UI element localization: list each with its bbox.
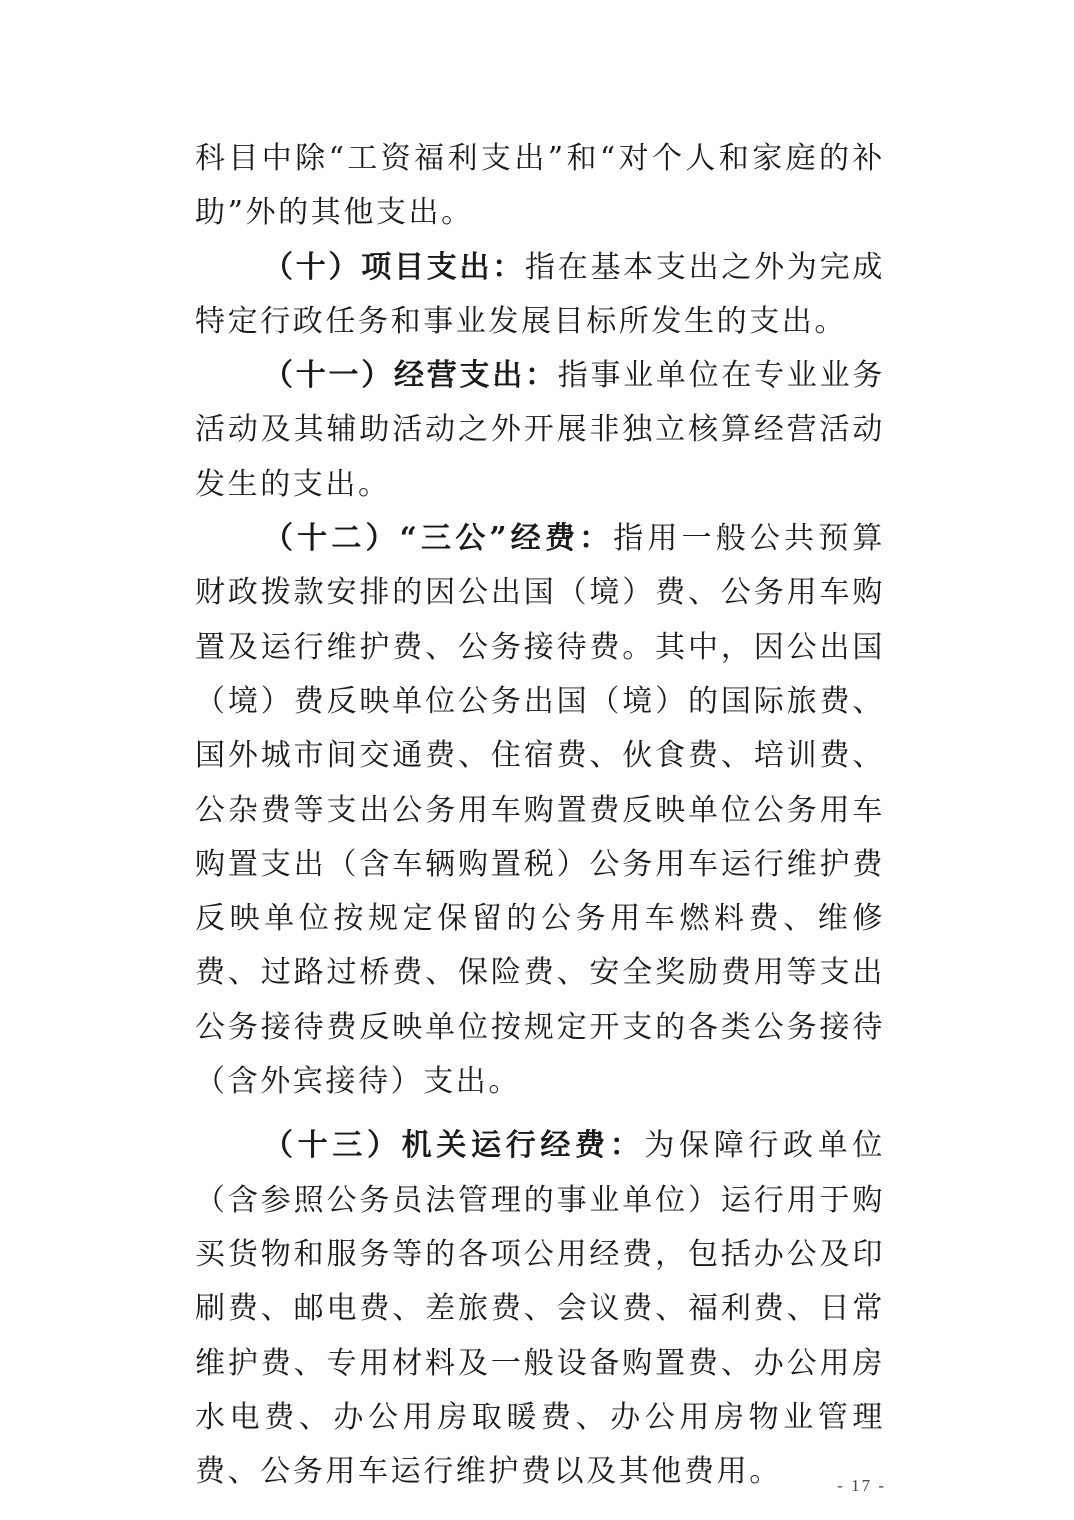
term-heading: （十）项目支出： bbox=[263, 249, 525, 285]
paragraph-three-public-expenses bbox=[195, 512, 885, 1109]
paragraph-continuation bbox=[195, 132, 885, 241]
term-heading: （十二）“三公”经费： bbox=[263, 521, 614, 557]
paragraph-business-expenditure bbox=[195, 349, 885, 512]
paragraph-text: 为保障行政单位（含参照公务员法管理的事业单位）运行用于购买货物和服务等的各项公用经费，包括办公及印刷费、邮电费、差旅费、会议费、福利费、日常维护费、专用材料及一般设备购置费、办公用房水电费、办公用房取暖费、办公用房物业管理费、公务用车运行维护费以及其他费用。 bbox=[195, 1128, 885, 1490]
paragraph-text: 指在基本支出之外为完成特定行政任务和事业发展目标所发生的支出。 bbox=[195, 249, 885, 339]
document-body bbox=[195, 132, 885, 1499]
paragraph-project-expenditure bbox=[195, 241, 885, 350]
term-heading: （十一）经营支出： bbox=[263, 358, 558, 394]
paragraph-agency-operating-expenses bbox=[195, 1119, 885, 1499]
paragraph-text: 指事业单位在专业业务活动及其辅助活动之外开展非独立核算经营活动发生的支出。 bbox=[195, 358, 885, 502]
paragraph-text: 指用一般公共预算财政拨款安排的因公出国（境）费、公务用车购置及运行维护费、公务接待费。其中，因公出国（境）费反映单位公务出国（境）的国际旅费、国外城市间交通费、住宿费、伙食费、培训费、公杂费等支出公务用车购置费反映单位公务用车购置支出（含车辆购置税）公务用车运行维护费反映单位按规定保留的公务用车燃料费、维修费、过路过桥费、保险费、安全奖励费用等支出公务接待费反映单位按规定开支的各类公务接待（含外宾接待）支出。 bbox=[195, 521, 885, 1100]
paragraph-text: 科目中除“工资福利支出”和“对个人和家庭的补助”外的其他支出。 bbox=[195, 141, 885, 231]
page-number: - 17 - bbox=[837, 1476, 886, 1495]
term-heading: （十三）机关运行经费： bbox=[263, 1128, 645, 1164]
